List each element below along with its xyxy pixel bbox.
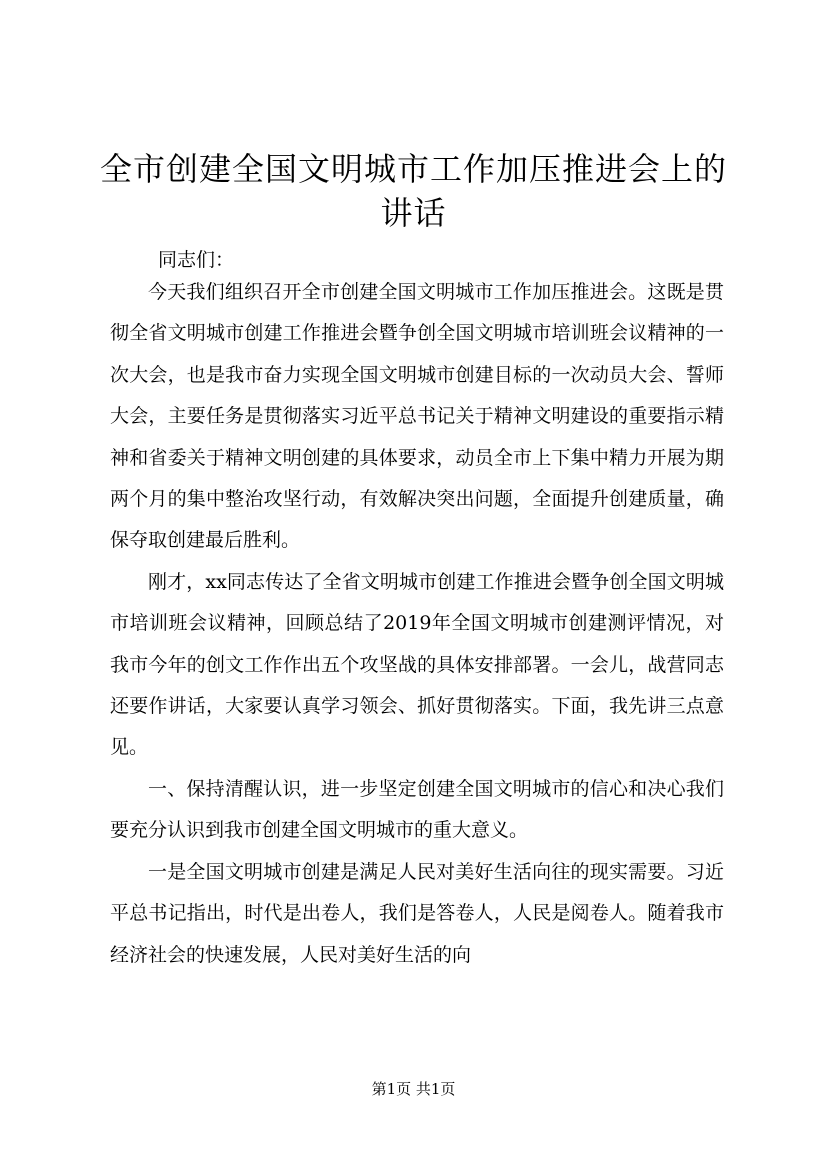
document-title: 全市创建全国文明城市工作加压推进会上的讲话	[100, 150, 728, 232]
body-paragraph: 刚才，xx同志传达了全省文明城市创建工作推进会暨争创全国文明城市培训班会议精神，回顾总结了2019年全国文明城市创建测评情况，对我市今年的创文工作作出五个攻坚战的具体安排部署。一会儿，战营同志还要作讲话，大家要认真学习领会、抓好贯彻落实。下面，我先讲三点意见。	[110, 570, 724, 759]
page-number: 第1页 共1页	[371, 1080, 456, 1098]
page-footer	[0, 1079, 827, 1099]
body-paragraph: 一是全国文明城市创建是满足人民对美好生活向往的现实需要。习近平总书记指出，时代是出卷人，我们是答卷人，人民是阅卷人。随着我市经济社会的快速发展，人民对美好生活的向	[110, 860, 724, 966]
body-paragraph: 今天我们组织召开全市创建全国文明城市工作加压推进会。这既是贯彻全省文明城市创建工作推进会暨争创全国文明城市培训班会议精神的一次大会，也是我市奋力实现全国文明城市创建目标的一次动员大会、誓师大会，主要任务是贯彻落实习近平总书记关于精神文明建设的重要指示精神和省委关于精神文明创建的具体要求，动员全市上下集中精力开展为期两个月的集中整治攻坚行动，有效解决突出问题，全面提升创建质量，确保夺取创建最后胜利。	[110, 281, 724, 552]
document-body	[110, 272, 724, 976]
body-paragraph: 一、保持清醒认识，进一步坚定创建全国文明城市的信心和决心我们要充分认识到我市创建全国文明城市的重大意义。	[110, 777, 724, 842]
greeting-line: 同志们：	[158, 249, 235, 271]
